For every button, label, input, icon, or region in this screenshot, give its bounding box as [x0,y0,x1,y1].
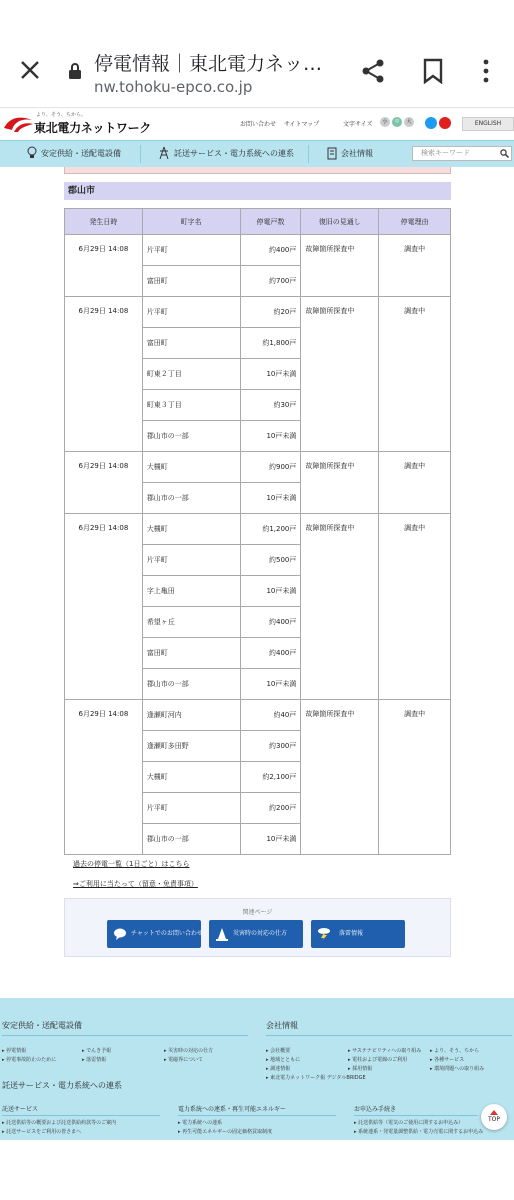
footer-subsection[interactable]: 託送サービス [2,1106,39,1113]
browser-toolbar [0,0,514,108]
cell-count: 約40戸 [240,700,301,731]
footer-divider [2,1035,248,1036]
cell-count: 約200戸 [240,793,301,824]
cell-count: 約700戸 [240,266,301,297]
table-row [65,700,451,731]
nav-stable-supply[interactable]: 安定供給・送配電設備 [41,149,121,158]
cell-outlook: 故障箇所探査中 [301,452,379,514]
cell-count: 約400戸 [240,607,301,638]
footer-divider [2,1115,160,1116]
cell-count: 約1,200戸 [240,514,301,545]
cell-area: 町東２丁目 [142,359,240,390]
nav-wheeling-service[interactable]: 託送サービス・電力系統への連系 [174,149,294,158]
cell-count: 10戸未満 [240,421,301,452]
lock-icon [68,62,82,80]
lightning-info-label: 落雷情報 [339,930,364,937]
footer-link[interactable]: ▸ 託送供給等の概要および託送供給約款等のご案内 [2,1119,116,1126]
cell-area: 片平町 [142,235,240,266]
cell-area: 富田町 [142,328,240,359]
usage-notes-link[interactable]: ⇒ご利用に当たって（留意・免責事項） [73,880,198,888]
font-size-large-button[interactable]: 大 [404,117,414,127]
past-outages-link[interactable]: 過去の停電一覧（1日ごと）はこちら [73,860,190,868]
company-logo-icon[interactable] [2,114,34,134]
col-area: 町字名 [142,209,240,235]
cell-count: 約300戸 [240,731,301,762]
cell-area: 逢瀬町多田野 [142,731,240,762]
cell-count: 約400戸 [240,235,301,266]
search-input[interactable]: 検索キーワード [412,146,512,161]
font-size-medium-button[interactable]: 中 [392,117,402,127]
cell-datetime: 6月29日 14:08 [65,452,143,514]
traffic-cone-icon [215,927,229,941]
cell-datetime: 6月29日 14:08 [65,700,143,855]
cell-reason: 調査中 [379,297,451,452]
footer-link[interactable]: ▸ 電磁界について [164,1056,203,1063]
alert-strip [64,167,451,174]
bookmark-icon[interactable] [422,58,444,84]
lightning-icon [317,927,331,941]
cell-datetime: 6月29日 14:08 [65,297,143,452]
cell-outlook: 故障箇所探査中 [301,235,379,297]
cell-area: 字上亀田 [142,576,240,607]
footer-link[interactable]: ▸ 地域とともに [266,1056,300,1063]
region-heading: 郡山市 [64,182,451,200]
cell-count: 10戸未満 [240,359,301,390]
close-icon[interactable] [18,58,42,82]
cell-reason: 調査中 [379,514,451,700]
site-header [0,108,514,140]
cell-count: 約500戸 [240,545,301,576]
sitemap-link[interactable]: サイトマップ [283,121,320,128]
footer-link[interactable]: ▸ 東北電力ネットワーク報 デジタルBRIDGE [266,1074,366,1081]
cell-count: 10戸未満 [240,824,301,855]
cell-area: 大槻町 [142,762,240,793]
cell-area: 大槻町 [142,514,240,545]
col-count: 停電戸数 [240,209,301,235]
cell-reason: 調査中 [379,235,451,297]
english-button[interactable]: ENGLISH [462,117,514,131]
cell-outlook: 故障箇所探査中 [301,514,379,700]
cell-area: 富田町 [142,638,240,669]
footer-link[interactable]: ▸ 系統連系・発電量調整供給・電力売電に関するお申込み [354,1128,483,1135]
cell-area: 富田町 [142,266,240,297]
lightning-info-button[interactable] [311,920,405,948]
cell-count: 約900戸 [240,452,301,483]
cell-outlook: 故障箇所探査中 [301,297,379,452]
nav-company-info[interactable]: 会社情報 [341,149,373,158]
table-row [65,452,451,483]
table-row [65,297,451,328]
cell-reason: 調査中 [379,452,451,514]
cell-count: 10戸未満 [240,576,301,607]
share-icon[interactable] [360,58,386,84]
footer-link[interactable]: ▸ 落雷情報 [82,1056,106,1063]
footer-link[interactable]: ▸ より、そう、ちから [430,1047,479,1054]
site-footer [0,998,514,1140]
twitter-icon[interactable] [425,117,437,129]
footer-link[interactable]: ▸ 調達情報 [266,1065,290,1072]
cell-count: 約2,100戸 [240,762,301,793]
global-nav [0,140,514,167]
logo-name[interactable]: 東北電力ネットワーク [34,121,152,135]
footer-divider [178,1115,336,1116]
footer-subsection[interactable]: 電力系統への連系・再生可能エネルギー [178,1106,287,1113]
url-host[interactable]: nw.tohoku-epco.co.jp [94,78,253,96]
cell-count: 10戸未満 [240,483,301,514]
cell-datetime: 6月29日 14:08 [65,235,143,297]
cell-area: 逢瀬町河内 [142,700,240,731]
table-row [65,514,451,545]
cell-count: 約30戸 [240,390,301,421]
chat-inquiry-label: チャットでのお問い合わせ [131,930,203,937]
chat-bubble-icon [113,927,127,941]
outage-table [64,208,451,855]
related-title: 関連ページ [242,909,273,916]
nav-divider [308,145,309,163]
font-size-label: 文字サイズ [343,121,373,128]
cell-area: 片平町 [142,545,240,576]
footer-link[interactable]: ▸ 採用情報 [348,1065,372,1072]
cell-count: 約400戸 [240,638,301,669]
contact-link[interactable]: お問い合わせ [240,121,277,128]
footer-link[interactable]: ▸ 会社概要 [266,1047,290,1054]
cell-area: 大槻町 [142,452,240,483]
footer-divider [354,1115,478,1116]
footer-section-wheeling[interactable]: 託送サービス・電力系統への連系 [2,1081,122,1090]
header-links [240,119,325,128]
table-row [65,235,451,266]
page-title[interactable]: 停電情報｜東北電力ネッ… [94,53,323,75]
footer-divider [266,1035,512,1036]
arrow-up-icon [490,1110,498,1115]
lightbulb-icon [26,146,38,160]
cell-outlook: 故障箇所探査中 [301,700,379,855]
back-to-top-button[interactable] [481,1104,507,1130]
search-icon[interactable] [500,149,509,158]
cell-area: 郡山市の一部 [142,483,240,514]
power-tower-icon [158,146,170,160]
cell-area: 町東３丁目 [142,390,240,421]
footer-link[interactable]: ▸ 停電事故防止のために [2,1056,56,1063]
youtube-icon[interactable] [439,117,451,129]
font-size-small-button[interactable]: 小 [380,117,390,127]
top-label: TOP [487,1116,500,1123]
cell-area: 片平町 [142,793,240,824]
footer-link[interactable]: ▸ 託送供給等（電気のご使用に関するお申込み） [354,1119,463,1126]
disaster-response-label: 災害時の対応の仕方 [233,930,288,937]
page-bottom-blank [0,1140,514,1200]
table-header-row [65,209,451,235]
col-datetime: 発生日時 [65,209,143,235]
disaster-response-button[interactable] [209,920,303,948]
col-reason: 停電理由 [379,209,451,235]
footer-link[interactable]: ▸ 託送サービスをご利用の皆さまへ [2,1128,81,1135]
footer-subsection[interactable]: お申込み手続き [354,1106,397,1113]
logo-tagline: より、そう、ちから。 [36,112,87,118]
footer-link[interactable]: ▸ 災害時の対応の仕方 [164,1047,213,1054]
footer-link[interactable]: ▸ 停電情報 [2,1047,26,1054]
footer-link[interactable]: ▸ 各種サービス [430,1056,464,1063]
footer-section-supply[interactable]: 安定供給・送配電設備 [2,1021,82,1030]
footer-link[interactable]: ▸ 電柱および電線のご利用 [348,1056,407,1063]
cell-area: 郡山市の一部 [142,669,240,700]
footer-section-company[interactable]: 会社情報 [266,1021,298,1030]
cell-area: 希望ヶ丘 [142,607,240,638]
footer-link[interactable]: ▸ 再生可能エネルギーの固定価格買取制度 [178,1128,272,1135]
cell-reason: 調査中 [379,700,451,855]
col-outlook: 復旧の見通し [301,209,379,235]
related-pages [64,898,451,957]
chat-inquiry-button[interactable] [107,920,201,948]
footer-link[interactable]: ▸ 電力系統への連系 [178,1119,222,1126]
building-icon [326,146,338,160]
cell-area: 郡山市の一部 [142,421,240,452]
footer-link[interactable]: ▸ 環境問題への取り組み [430,1065,484,1072]
cell-area: 郡山市の一部 [142,824,240,855]
cell-count: 約20戸 [240,297,301,328]
cell-count: 10戸未満 [240,669,301,700]
more-options-icon[interactable] [478,58,494,84]
cell-count: 約1,800戸 [240,328,301,359]
footer-link[interactable]: ▸ サステナビリティへの取り組み [348,1047,421,1054]
cell-datetime: 6月29日 14:08 [65,514,143,700]
nav-divider [140,145,141,163]
cell-area: 片平町 [142,297,240,328]
footer-link[interactable]: ▸ でんき予報 [82,1047,111,1054]
